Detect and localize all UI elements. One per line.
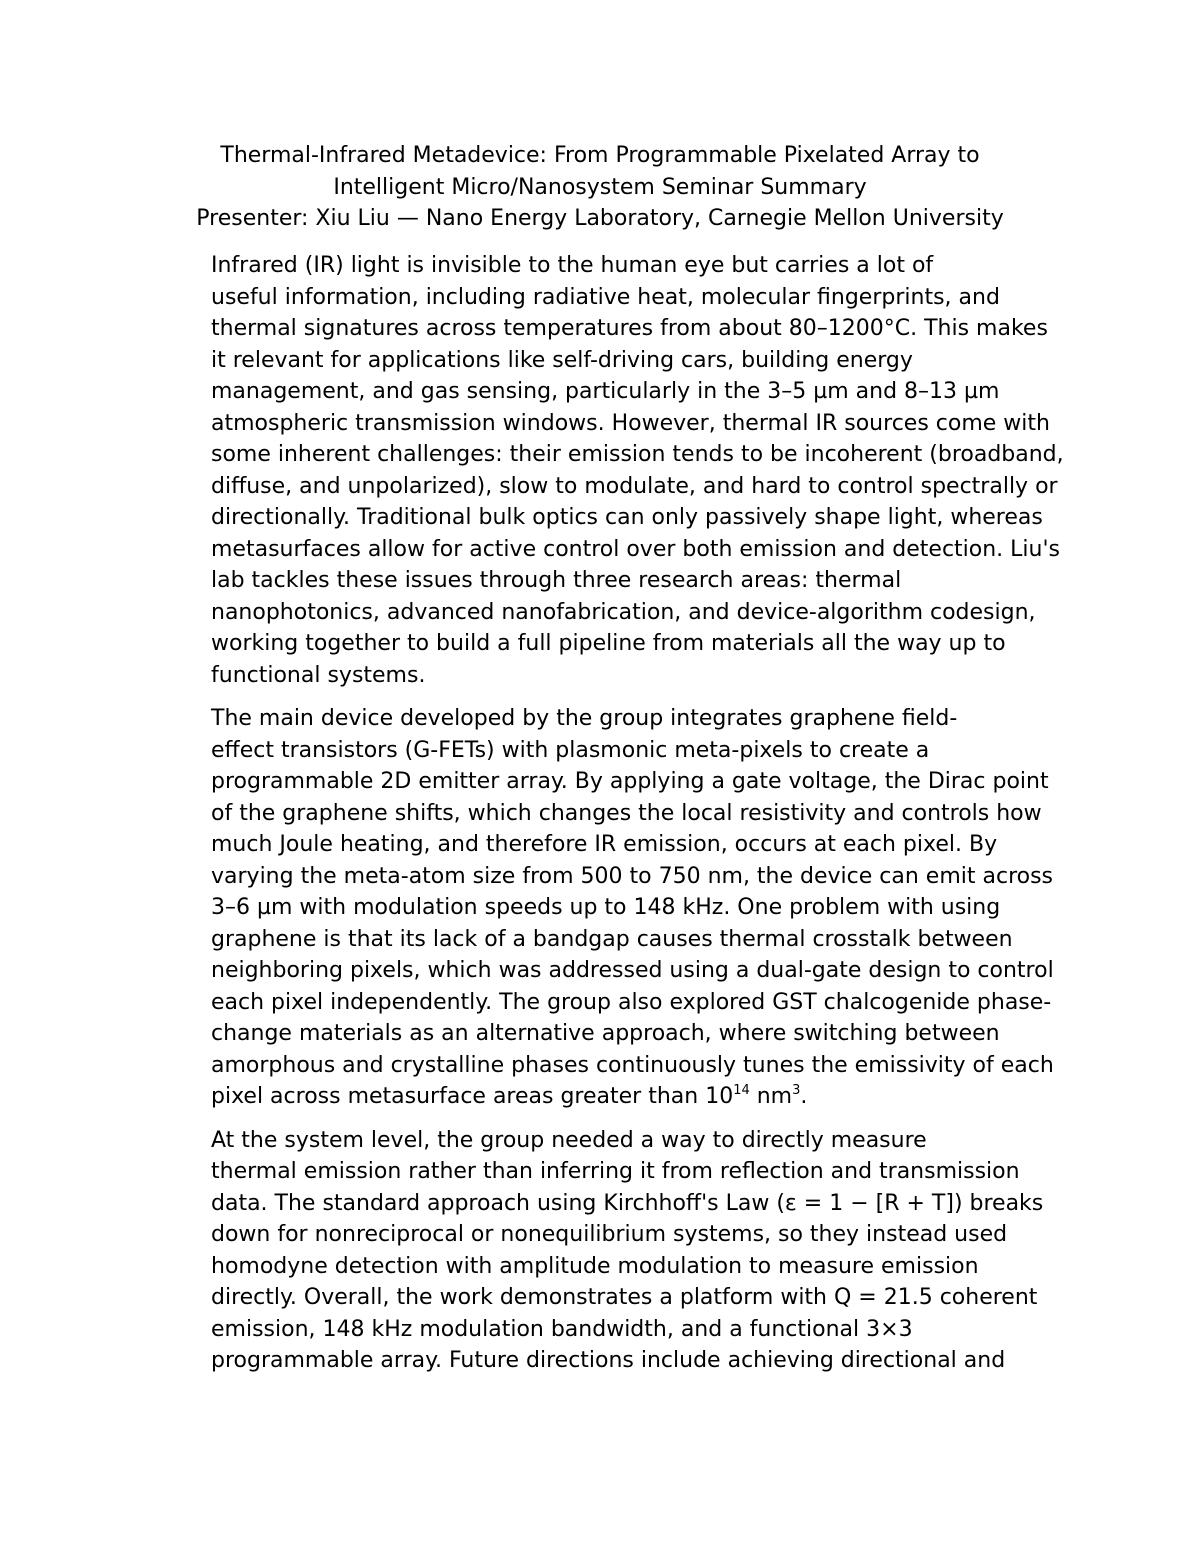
text-line: each pixel independently. The group also explored GST chalcogenide phase-	[211, 989, 1052, 1015]
paragraph-1	[143, 250, 1064, 691]
text-line: programmable array. Future directions include achieving directional and	[211, 1348, 1006, 1373]
text-line: management, and gas sensing, particularly in the 3–5 µm and 8–13 µm	[211, 379, 1000, 404]
text-line: graphene is that its lack of a bandgap causes thermal crosstalk between	[211, 926, 1013, 952]
text-line: homodyne detection with amplitude modulation to measure emission	[211, 1253, 979, 1279]
text-line: some inherent challenges: their emission tends to be incoherent (broadband,	[211, 442, 1064, 467]
document-title	[143, 140, 1057, 235]
text-line: data. The standard approach using Kirchhoff's Law (ε = 1 − [R + T]) breaks	[211, 1190, 1044, 1216]
presenter-line: Presenter: Xiu Liu — Nano Energy Laboratory, Carnegie Mellon University	[196, 206, 1004, 231]
text-line: much Joule heating, and therefore IR emission, occurs at each pixel. By	[211, 832, 998, 857]
text-line: thermal signatures across temperatures from about 80–1200°C. This makes	[211, 316, 1048, 341]
text-line: emission, 148 kHz modulation bandwidth, and a functional 3×3	[211, 1316, 913, 1342]
subtitle-line: Intelligent Micro/Nanosystem Seminar Summary	[333, 174, 867, 200]
text-line: Infrared (IR) light is invisible to the human eye but carries a lot of	[211, 253, 934, 278]
text-line: The main device developed by the group integrates graphene field-	[211, 706, 958, 731]
text-line: programmable 2D emitter array. By applying a gate voltage, the Dirac point	[211, 769, 1049, 794]
text-fragment: pixel across metasurface areas greater than 10	[211, 1084, 734, 1109]
superscript-exponent: 3	[792, 1083, 801, 1098]
text-line: effect transistors (G-FETs) with plasmonic meta-pixels to create a	[211, 737, 930, 763]
paragraph-2	[143, 703, 1057, 1113]
text-line: it relevant for applications like self-driving cars, building energy	[211, 347, 913, 373]
text-line: At the system level, the group needed a way to directly measure	[211, 1127, 927, 1153]
text-line: 3–6 µm with modulation speeds up to 148 kHz. One problem with using	[211, 895, 1001, 920]
text-line-with-superscripts	[143, 1081, 1057, 1113]
text-line: amorphous and crystalline phases continuously tunes the emissivity of each	[211, 1052, 1054, 1078]
text-line: varying the meta-atom size from 500 to 750 nm, the device can emit across	[211, 863, 1054, 889]
text-fragment: nm	[749, 1084, 793, 1109]
superscript-exponent: 14	[733, 1083, 750, 1098]
title-line: Thermal-Infrared Metadevice: From Programmable Pixelated Array to	[220, 143, 980, 168]
text-fragment: .	[800, 1084, 808, 1109]
text-line: neighboring pixels, which was addressed using a dual-gate design to control	[211, 958, 1054, 983]
text-line: change materials as an alternative approach, where switching between	[211, 1021, 1000, 1046]
text-line: metasurfaces allow for active control over both emission and detection. Liu's	[211, 536, 1060, 562]
text-line: thermal emission rather than inferring it from reflection and transmission	[211, 1159, 1020, 1184]
text-line: atmospheric transmission windows. However, thermal IR sources come with	[211, 410, 1050, 436]
text-line: of the graphene shifts, which changes the local resistivity and controls how	[211, 800, 1042, 826]
text-line: functional systems.	[211, 662, 426, 688]
text-line: down for nonreciprocal or nonequilibrium systems, so they instead used	[211, 1222, 1008, 1247]
paragraph-3	[143, 1125, 1057, 1377]
text-line: useful information, including radiative heat, molecular fingerprints, and	[211, 284, 1000, 310]
text-line: lab tackles these issues through three research areas: thermal	[211, 568, 902, 593]
text-line: nanophotonics, advanced nanofabrication, and device-algorithm codesign,	[211, 599, 1036, 625]
document-body	[143, 250, 1064, 1389]
text-line: diffuse, and unpolarized), slow to modulate, and hard to control spectrally or	[211, 473, 1058, 499]
text-line: directly. Overall, the work demonstrates a platform with Q = 21.5 coherent	[211, 1285, 1038, 1310]
text-line: working together to build a full pipeline from materials all the way up to	[211, 631, 1006, 656]
text-line: directionally. Traditional bulk optics can only passively shape light, whereas	[211, 505, 1043, 530]
